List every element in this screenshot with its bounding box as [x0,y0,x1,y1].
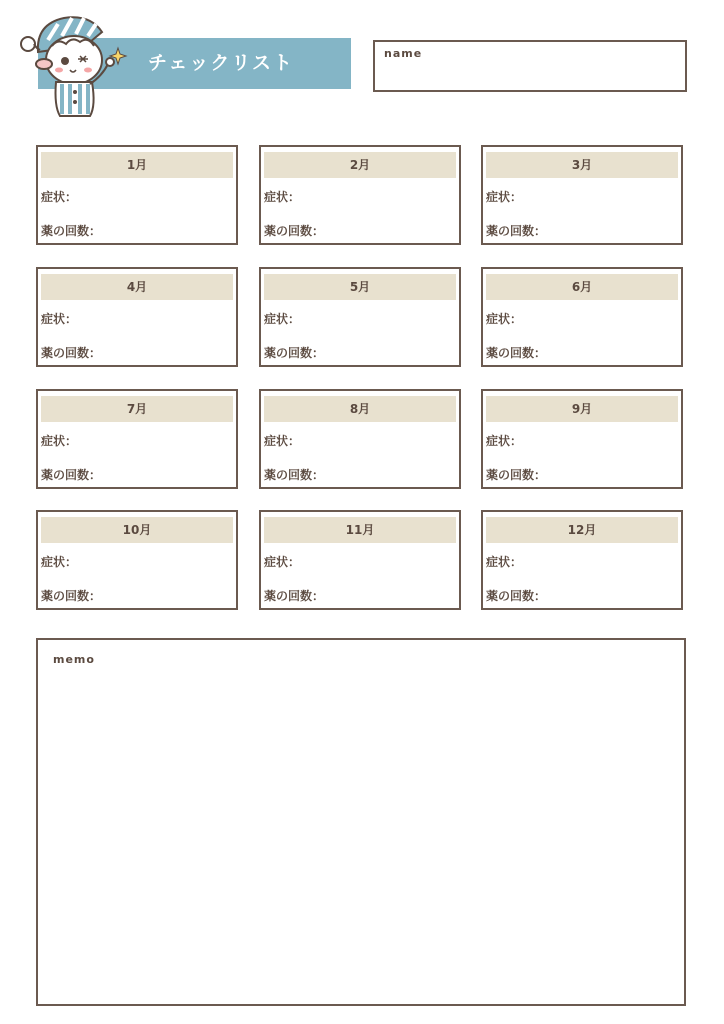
month-card-1 [36,145,238,245]
month-card-6 [481,267,683,367]
symptom-label: 症状： [41,312,78,326]
month-card-8 [259,389,461,489]
symptom-label: 症状： [486,434,523,448]
symptom-label: 症状： [264,555,301,569]
medicine-count-label: 薬の回数： [41,589,102,603]
month-title: 2月 [264,152,456,178]
month-title: 11月 [264,517,456,543]
symptom-label: 症状： [41,434,78,448]
memo-area[interactable] [36,638,686,1006]
month-card-9 [481,389,683,489]
symptom-label: 症状： [486,190,523,204]
month-title: 10月 [41,517,233,543]
medicine-count-label: 薬の回数： [486,589,547,603]
month-card-12 [481,510,683,610]
medicine-count-label: 薬の回数： [264,224,325,238]
month-title: 4月 [41,274,233,300]
month-title: 6月 [486,274,678,300]
month-card-7 [36,389,238,489]
month-card-4 [36,267,238,367]
name-label: name [384,47,423,60]
symptom-label: 症状： [264,434,301,448]
medicine-count-label: 薬の回数： [486,468,547,482]
symptom-label: 症状： [264,312,301,326]
memo-label: memo [53,653,95,666]
medicine-count-label: 薬の回数： [486,224,547,238]
month-card-10 [36,510,238,610]
month-title: 3月 [486,152,678,178]
medicine-count-label: 薬の回数： [41,224,102,238]
month-card-3 [481,145,683,245]
month-title: 9月 [486,396,678,422]
month-card-11 [259,510,461,610]
symptom-label: 症状： [486,312,523,326]
sheep-in-striped-pajamas-icon [18,10,130,120]
medicine-count-label: 薬の回数： [264,468,325,482]
medicine-count-label: 薬の回数： [41,346,102,360]
symptom-label: 症状： [41,555,78,569]
medicine-count-label: 薬の回数： [264,346,325,360]
medicine-count-label: 薬の回数： [486,346,547,360]
month-title: 5月 [264,274,456,300]
month-title: 7月 [41,396,233,422]
month-title: 8月 [264,396,456,422]
page-title: チェックリスト [148,52,295,74]
month-title: 1月 [41,152,233,178]
symptom-label: 症状： [41,190,78,204]
name-field[interactable] [373,40,687,92]
medicine-count-label: 薬の回数： [264,589,325,603]
symptom-label: 症状： [486,555,523,569]
medicine-count-label: 薬の回数： [41,468,102,482]
month-title: 12月 [486,517,678,543]
month-card-2 [259,145,461,245]
month-card-5 [259,267,461,367]
symptom-label: 症状： [264,190,301,204]
